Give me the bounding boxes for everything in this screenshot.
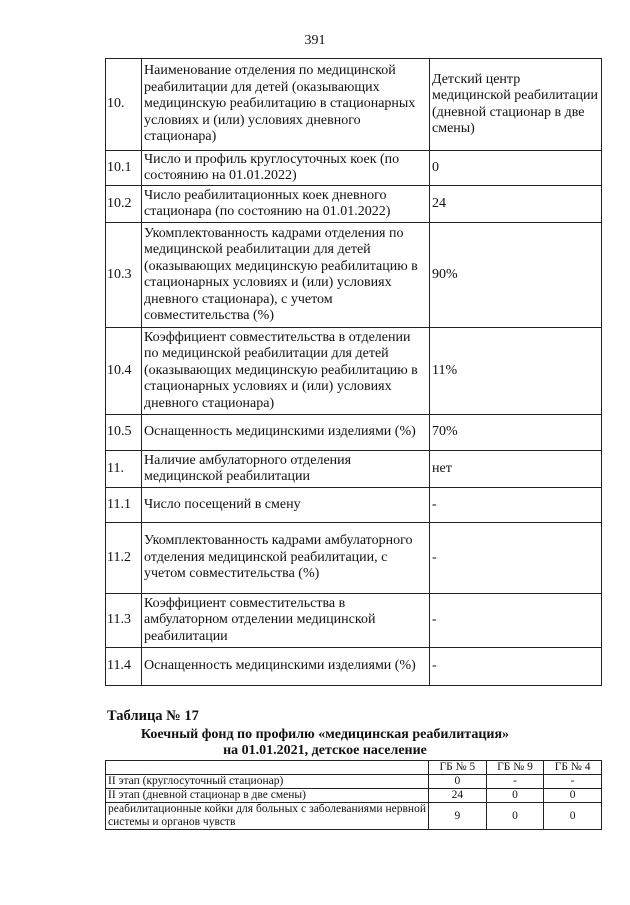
table-row — [106, 775, 602, 789]
rehab-info-table — [105, 58, 602, 686]
table-row — [106, 59, 602, 151]
row-label: реабилитационные койки для больных с заболеваниями нервной системы и органов чувств — [106, 803, 429, 830]
row-value: 11% — [430, 328, 602, 415]
row-number: 10.2 — [106, 186, 142, 223]
cell-value: 24 — [429, 789, 487, 803]
row-label: Коэффициент совместительства в амбулаторном отделении медицинской реабилитации — [142, 594, 430, 648]
cell-value: 0 — [429, 775, 487, 789]
row-value: 24 — [430, 186, 602, 223]
row-number: 10. — [106, 59, 142, 151]
table-row — [106, 151, 602, 186]
page-number: 391 — [304, 33, 326, 48]
header-row — [106, 761, 602, 775]
cell-value: 9 — [429, 803, 487, 830]
cell-value: 0 — [544, 803, 602, 830]
row-value: - — [430, 523, 602, 594]
row-label: Наименование отделения по медицинской реабилитации для детей (оказывающих медицинскую реабилитацию в стационарных условиях и (или) условиях дневного стационара) — [142, 59, 430, 151]
header-cell: ГБ № 9 — [486, 761, 544, 775]
row-label: II этап (круглосуточный стационар) — [106, 775, 429, 789]
table-row — [106, 415, 602, 451]
row-label: Число посещений в смену — [142, 488, 430, 523]
row-number: 10.1 — [106, 151, 142, 186]
row-label: Оснащенность медицинскими изделиями (%) — [142, 648, 430, 686]
row-number: 11.4 — [106, 648, 142, 686]
row-number: 11. — [106, 451, 142, 488]
table-caption: Таблица № 17 — [107, 708, 199, 724]
table-row — [106, 328, 602, 415]
table-row — [106, 488, 602, 523]
row-number: 10.4 — [106, 328, 142, 415]
header-cell: ГБ № 4 — [544, 761, 602, 775]
table-row — [106, 594, 602, 648]
table-title-line: на 01.01.2021, детское население — [223, 743, 427, 758]
table-row — [106, 648, 602, 686]
cell-value: - — [544, 775, 602, 789]
header-cell — [106, 761, 429, 775]
bed-fund-table — [105, 760, 602, 830]
row-number: 11.2 — [106, 523, 142, 594]
row-value: 90% — [430, 223, 602, 328]
row-value: - — [430, 488, 602, 523]
cell-value: 0 — [486, 789, 544, 803]
row-label: Коэффициент совместительства в отделении по медицинской реабилитации для детей (оказывающих медицинскую реабилитацию в стационарных условиях и (или) условиях дневного стационара) — [142, 328, 430, 415]
table-row — [106, 186, 602, 223]
table-row — [106, 523, 602, 594]
row-label: II этап (дневной стационар в две смены) — [106, 789, 429, 803]
row-number: 10.5 — [106, 415, 142, 451]
row-number: 10.3 — [106, 223, 142, 328]
row-value: нет — [430, 451, 602, 488]
row-value: 0 — [430, 151, 602, 186]
row-value: Детский центр медицинской реабилитации (дневной стационар в две смены) — [430, 59, 602, 151]
cell-value: - — [486, 775, 544, 789]
row-number: 11.3 — [106, 594, 142, 648]
row-value: - — [430, 594, 602, 648]
row-label: Оснащенность медицинскими изделиями (%) — [142, 415, 430, 451]
cell-value: 0 — [486, 803, 544, 830]
row-label: Укомплектованность кадрами отделения по медицинской реабилитации для детей (оказывающих медицинскую реабилитацию в стационарных условиях и (или) условиях дневного стационара), с учетом совместительства (%) — [142, 223, 430, 328]
table-row — [106, 789, 602, 803]
row-label: Число и профиль круглосуточных коек (по состоянию на 01.01.2022) — [142, 151, 430, 186]
table-title-line: Коечный фонд по профилю «медицинская реабилитация» — [140, 727, 510, 742]
row-number: 11.1 — [106, 488, 142, 523]
table-title — [0, 727, 630, 759]
row-value: - — [430, 648, 602, 686]
table-row — [106, 451, 602, 488]
table-row — [106, 803, 602, 830]
cell-value: 0 — [544, 789, 602, 803]
header-cell: ГБ № 5 — [429, 761, 487, 775]
row-label: Число реабилитационных коек дневного стационара (по состоянию на 01.01.2022) — [142, 186, 430, 223]
table-row — [106, 223, 602, 328]
row-label: Укомплектованность кадрами амбулаторного отделения медицинской реабилитации, с учетом совместительства (%) — [142, 523, 430, 594]
row-label: Наличие амбулаторного отделения медицинской реабилитации — [142, 451, 430, 488]
row-value: 70% — [430, 415, 602, 451]
